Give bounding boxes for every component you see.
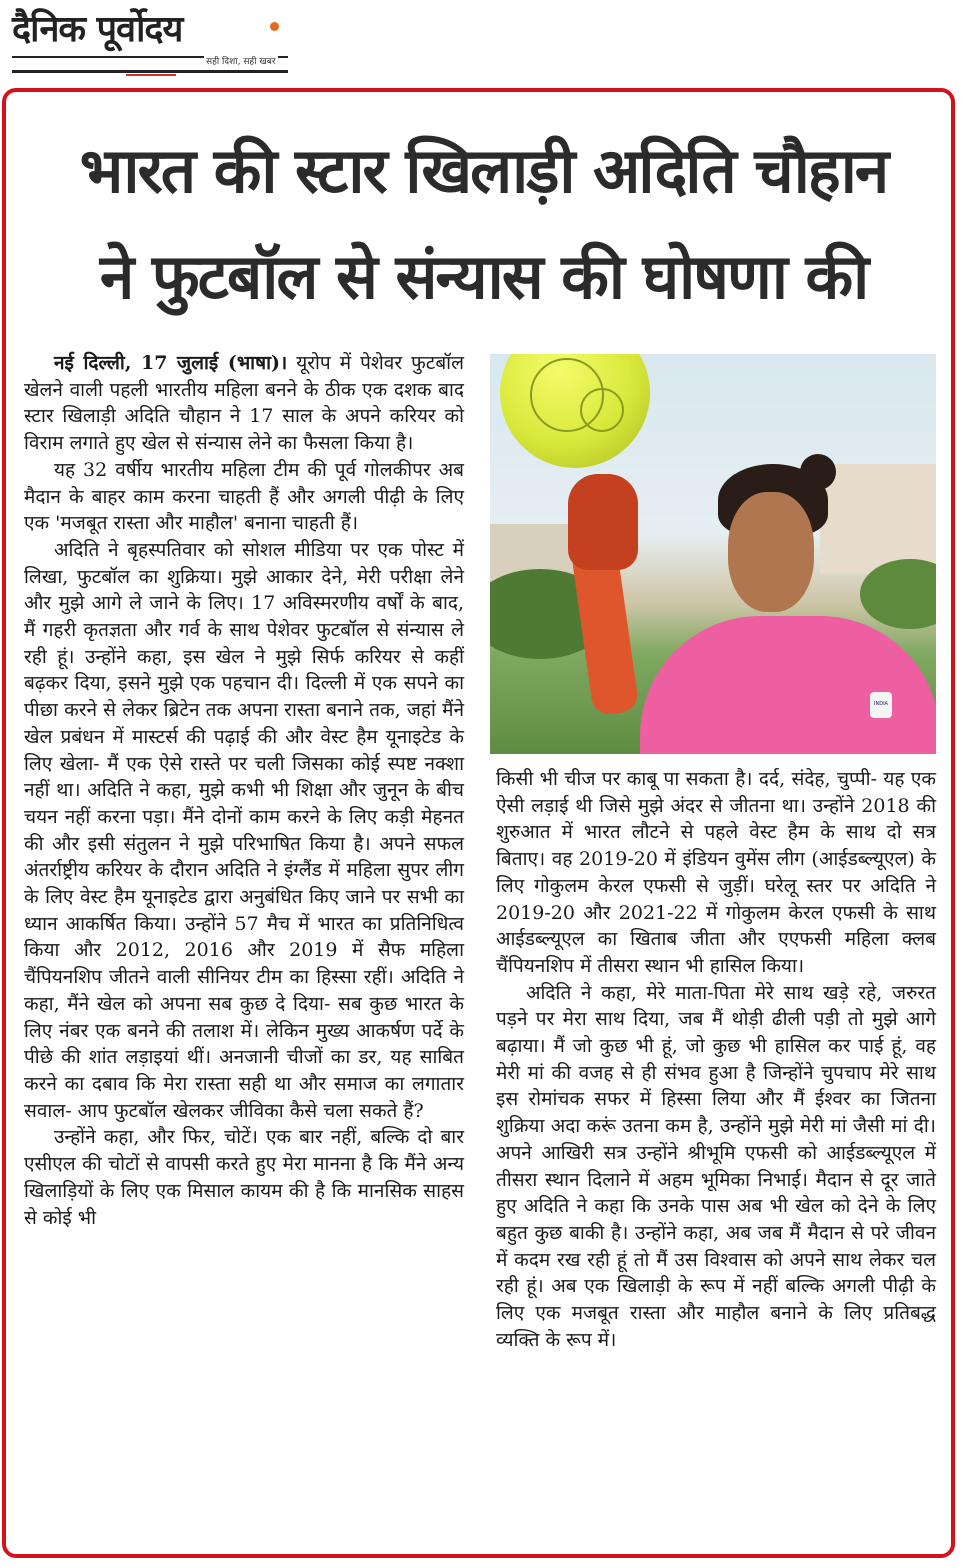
headline-line-1: भारत की स्टार खिलाड़ी अदिति चौहान [79, 134, 888, 207]
article-paragraph: अदिति ने कहा, मेरे माता-पिता मेरे साथ खड़े रहे, जरुरत पड़ने पर मेरा साथ दिया, जब मैं थोड़ी ढीली पड़ी तो मुझे आगे बढ़ाया। मैं जो कुछ भी हूं, जो कुछ भी हासिल कर पाई हूं, वह मेरी मां की वजह से ही संभव हुआ है जिन्होंने चुपचाप मेरे साथ इस रोमांचक सफर में हिस्सा लिया और मैं ईश्वर का जितना शुक्रिया अदा करूं उतना कम है, उन्होंने मुझे मेरी मां जैसी मां दी। अपने आखिरी सत्र उन्होंने श्रीभूमि एफसी को आईडब्ल्यूएल में तीसरा स्थान दिलाने में अहम भूमिका निभाई। मैदान से दूर जाते हुए अदिति ने कहा कि उनके पास अब भी खेल को देने के लिए बहुत कुछ बाकी है। उन्होंने कहा, अब जब मैं मैदान से परे जीवन में कदम रख रही हूं तो मैं उस विश्वास को अपने साथ लेकर चल रही हूं। अब एक खिलाड़ी के रूप में नहीं बल्कि अगली पीढ़ी के लिए एक मजबूत रास्ता और माहौल बनाने के लिए प्रतिबद्ध व्यक्ति के रूप में। [496, 981, 936, 1351]
goalkeeper-glove [568, 474, 638, 570]
background-building [820, 464, 936, 574]
masthead [8, 4, 288, 76]
pink-jersey [640, 616, 936, 754]
dateline: नई दिल्ली, 17 जुलाई (भाषा)। [54, 352, 288, 374]
logo-dot [270, 22, 279, 31]
article-column-right [496, 766, 936, 1353]
article-column-left [24, 350, 464, 1231]
player-hair-bun [800, 454, 836, 490]
football [500, 354, 650, 468]
article-paragraph: अदिति ने बृहस्पतिवार को सोशल मीडिया पर एक पोस्ट में लिखा, फुटबॉल का शुक्रिया। मुझे आकार देने, मेरी परीक्षा लेने और मुझे आगे ले जाने के लिए। 17 अविस्मरणीय वर्षों के बाद, मैं गहरी कृतज्ञता और गर्व के साथ पेशेवर फुटबॉल से संन्यास ले रही हूं। उन्होंने कहा, इस खेल ने मुझे सिर्फ करियर से कहीं बढ़कर दिया, इसने मुझे एक पहचान दी। दिल्ली में एक सपने का पीछा करने से लेकर ब्रिटेन तक अपना रास्ता बनाने तक, जहां मैंने खेल प्रबंधन में मास्टर्स की पढ़ाई की और वेस्ट हैम यूनाइटेड के लिए खेला- मैं एक ऐसे रास्ते पर चली जिसका कोई स्पष्ट नक्शा नहीं था। अदिति ने कहा, मुझे कभी भी शिक्षा और जुनून के बीच चयन नहीं करना पड़ा। मैंने दोनों काम करने के लिए कड़ी मेहनत की और इसी संतुलन ने मुझे परिभाषित किया है। अपने सफल अंतर्राष्ट्रीय करियर के दौरान अदिति ने इंग्लैंड में महिला सुपर लीग के लिए वेस्ट हैम यूनाइटेड द्वारा अनुबंधित किए जाने पर सभी का ध्यान आकर्षित किया। उन्होंने 57 मैच में भारत का प्रतिनिधित्व किया और 2012, 2016 और 2019 में सैफ महिला चैंपियनशिप जीतने वाली सीनियर टीम का हिस्सा रहीं। अदिति ने कहा, मैंने खेल को अपना सब कुछ दे दिया- सब कुछ भारत के लिए नंबर एक बनने की तलाश में। लेकिन मुख्य आकर्षण पर्दे के पीछे की शांत लड़ाइयां थीं। अनजानी चीजों का डर, यह साबित करने का दबाव कि मेरा रास्ता सही था और समाज का लगातार सवाल- आप फुटबॉल खेलकर जीविका कैसे चला सकते हैं? [24, 538, 464, 1122]
article-paragraph: नई दिल्ली, 17 जुलाई (भाषा)। यूरोप में पेशेवर फुटबॉल खेलने वाली पहली भारतीय महिला बनने के ठीक एक दशक बाद स्टार खिलाड़ी अदिति चौहान ने 17 साल के अपने करियर को विराम लगाते हुए खेल से संन्यास लेने का फैसला किया है। [24, 352, 464, 455]
player-face [728, 492, 814, 612]
article-paragraph: यह 32 वर्षीय भारतीय महिला टीम की पूर्व गोलकीपर अब मैदान के बाहर काम करना चाहती हैं और अगली पीढ़ी के लिए एक 'मजबूत रास्ता और माहौल' बनाना चाहती हैं। [24, 458, 464, 535]
masthead-underline [12, 70, 288, 73]
jersey-crest [870, 692, 892, 718]
masthead-tagline: सही दिशा, सही खबर [204, 54, 278, 67]
jersey-logo-text: INDIA [874, 701, 888, 707]
masthead-accent-line [126, 74, 176, 76]
article-paragraph: उन्होंने कहा, और फिर, चोटें। एक बार नहीं, बल्कि दो बार एसीएल की चोटों से वापसी करते हुए मेरा मानना है कि मैंने अन्य खिलाड़ियों के लिए एक मिसाल कायम की है कि मानसिक साहस से कोई भी [24, 1126, 464, 1229]
player-photo [490, 354, 936, 754]
headline-line-2: ने फुटबॉल से संन्यास की घोषणा की [99, 240, 868, 313]
article-paragraph: किसी भी चीज पर काबू पा सकता है। दर्द, संदेह, चुप्पी- यह एक ऐसी लड़ाई थी जिसे मुझे अंदर से जीतना था। उन्होंने 2018 की शुरुआत में भारत लौटने से पहले वेस्ट हैम के साथ दो सत्र बिताए। वह 2019-20 में इंडियन वुमेंस लीग (आईडब्ल्यूएल) के लिए गोकुलम केरल एफसी से जुड़ीं। घरेलू स्तर पर अदिति ने 2019-20 और 2021-22 में गोकुलम केरल एफसी के साथ आईडब्ल्यूएल का खिताब जीता और एएफसी महिला क्लब चैंपियनशिप में तीसरा स्थान भी हासिल किया। [496, 768, 936, 977]
newspaper-logo: दैनिक पूर्वोदय [12, 9, 183, 50]
article-headline [20, 118, 947, 330]
